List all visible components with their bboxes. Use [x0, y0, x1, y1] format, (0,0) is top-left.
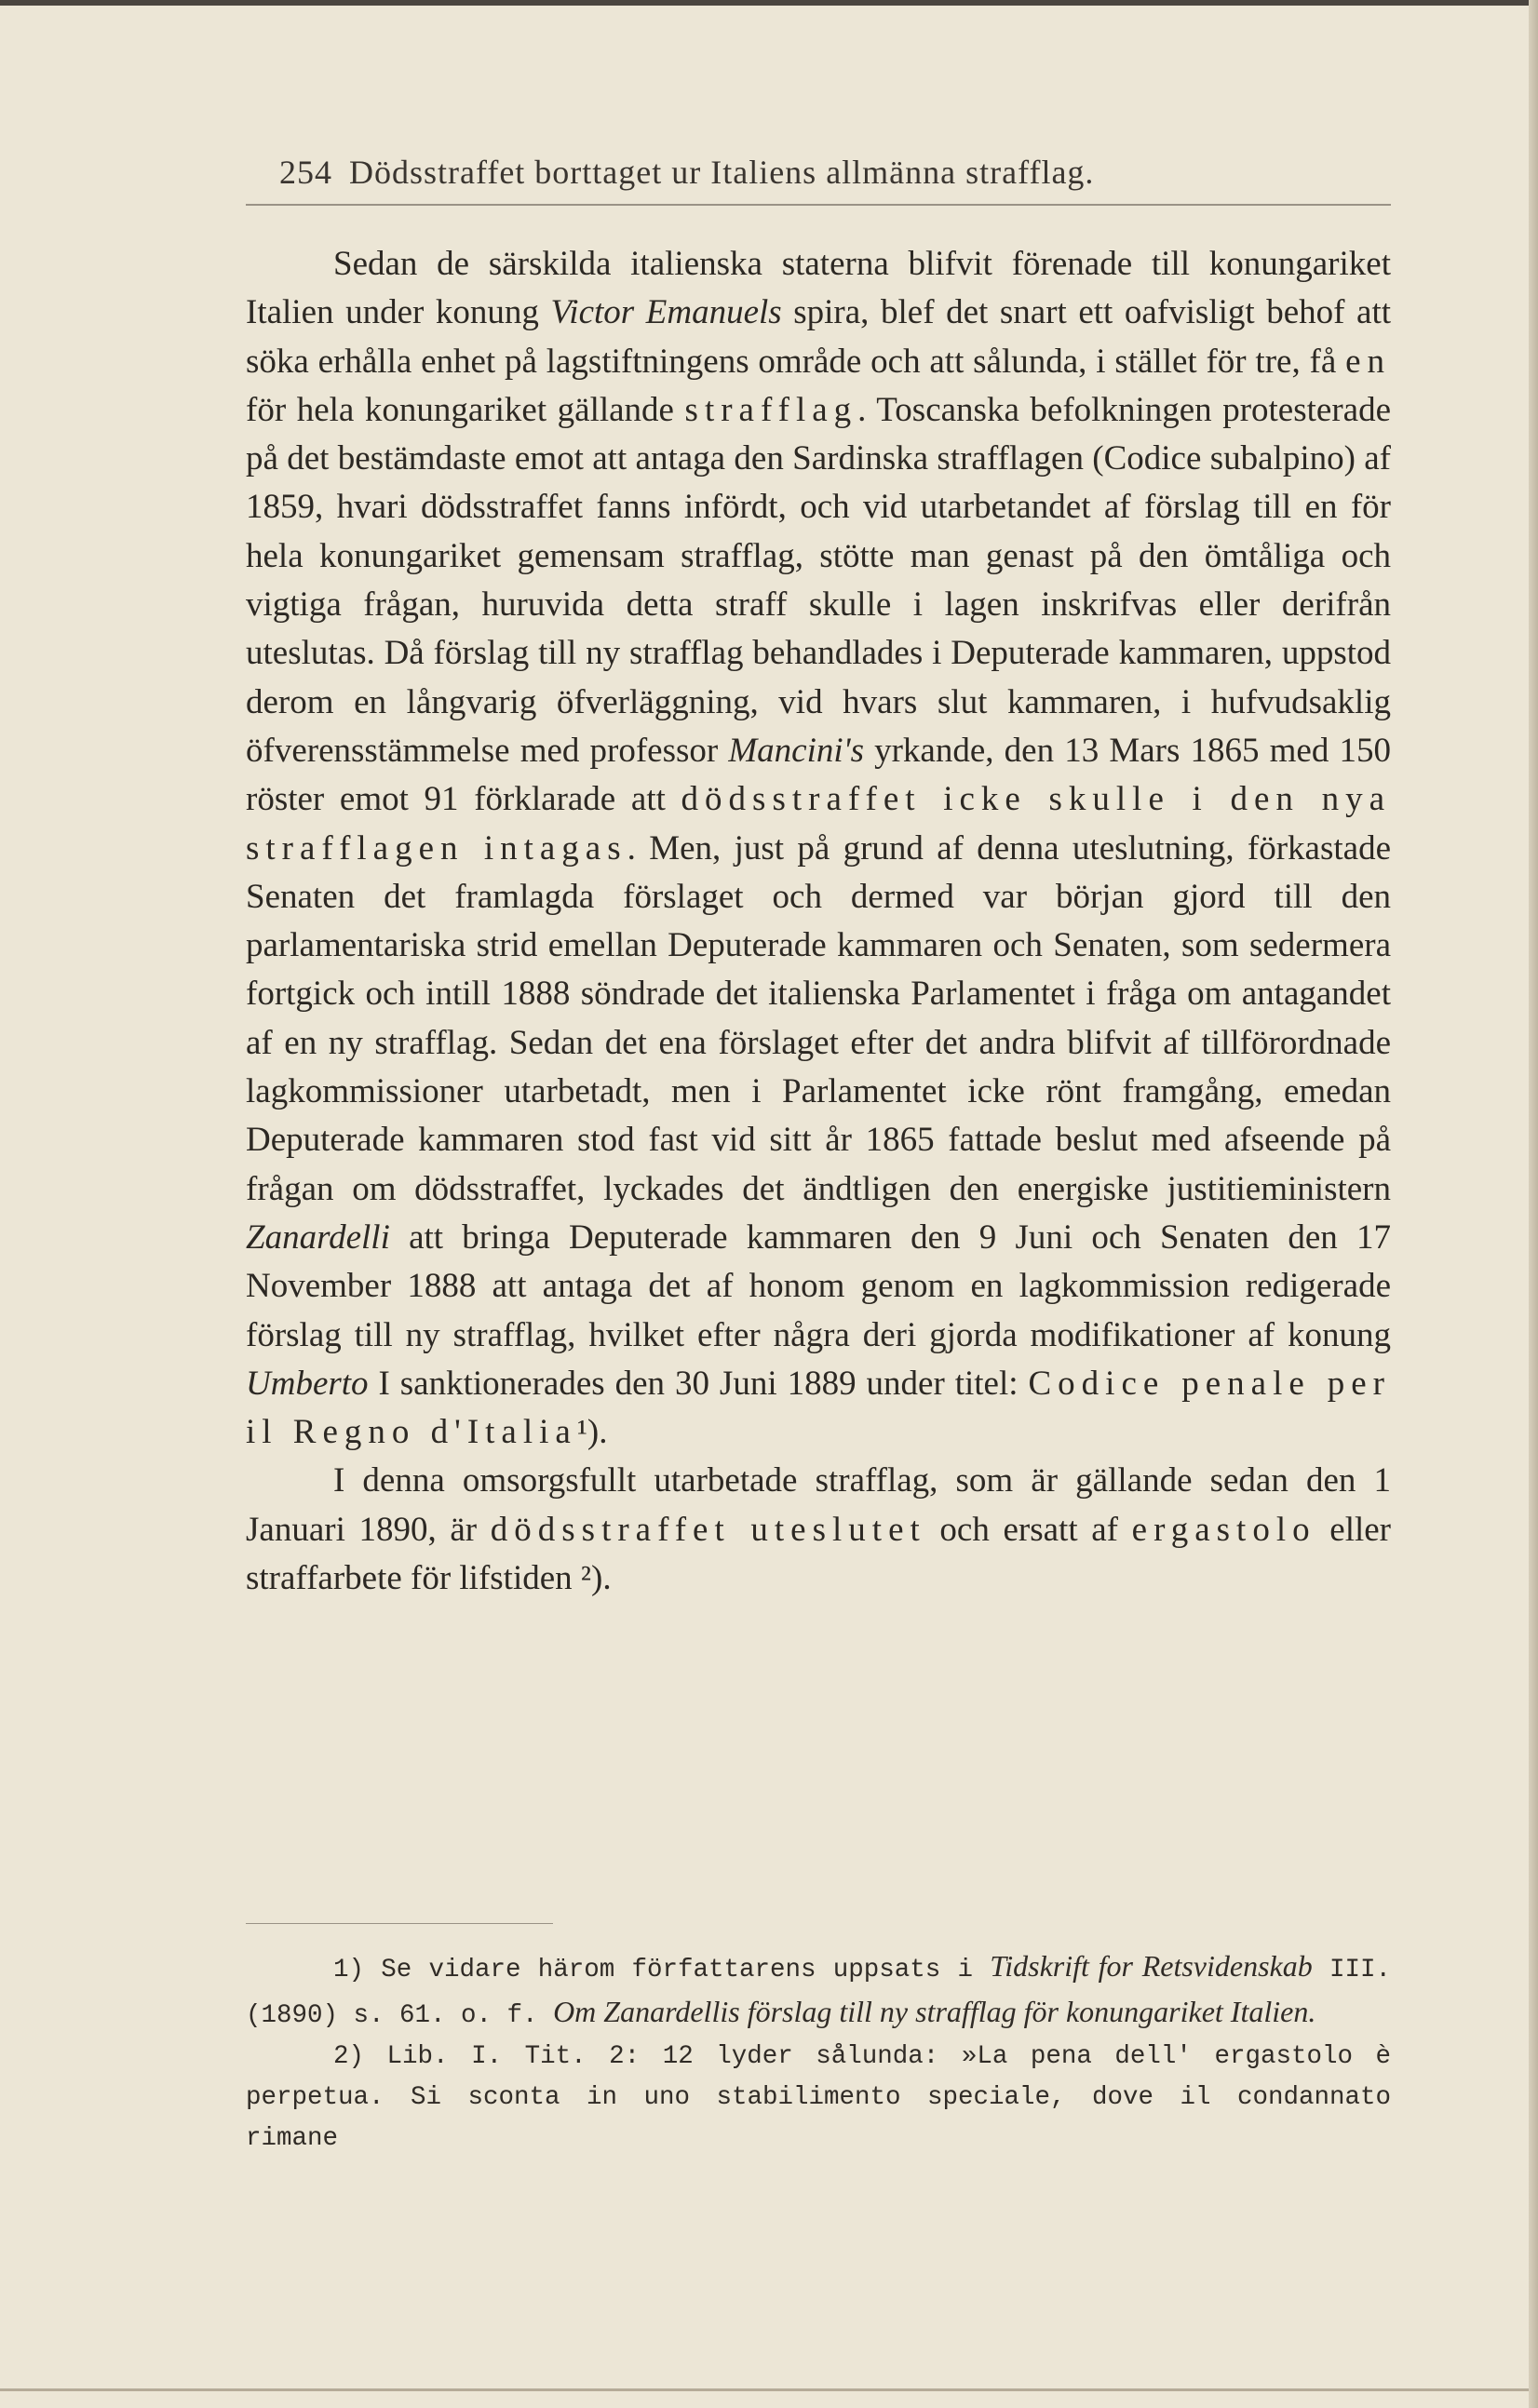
- text-run: och ersatt af: [925, 1510, 1132, 1549]
- main-text: [246, 240, 1391, 1603]
- text-run: . Men, just på grund af denna uteslutning, förkastade Senaten det framlagda förslaget och dermed var början gjord till den parlamentariska strid emellan Deputerade kammaren och Senaten, som sedermera fortgick och intill 1888 söndrade det italienska Parlamentet i fråga om antagandet af en ny strafflag. Sedan det ena förslaget efter det andra blifvit af tillförordnade lagkommissioner utarbetadt, men i Parlamentet icke rönt framgång, emedan Deputerade kammaren stod fast vid sitt år 1865 fattade beslut med afseende på frågan om dödsstraffet, lyckades det ändtligen den energiske justitieministern: [246, 828, 1392, 1208]
- page-bottom-edge: [0, 2388, 1529, 2391]
- italic-name: Victor Emanuels: [550, 293, 782, 332]
- text-run: 2) Lib. I. Tit. 2: 12 lyder sålunda: »La pena dell' ergastolo è perpetua. Si sconta in uno stabilimento speciale, dove il condannato rimane: [246, 2042, 1391, 2153]
- paragraph-1: [246, 240, 1391, 1457]
- text-run: spira, blef det snart ett oafvisligt behof att söka erhålla enhet på lagstiftningens område och att sålunda, i stället för tre, få: [246, 293, 1391, 381]
- italic-title: Om Zanardellis förslag till ny strafflag för konungariket Italien.: [553, 1995, 1316, 2028]
- italic-name: Zanardelli: [246, 1217, 390, 1257]
- running-head: [279, 153, 1303, 192]
- spaced-emphasis: dödsstraffet uteslutet: [490, 1510, 926, 1549]
- text-run: I sanktionerades den 30 Juni 1889 under titel:: [368, 1364, 1029, 1403]
- text-run: 1) Se vidare härom författarens uppsats i: [333, 1956, 991, 1984]
- spaced-emphasis: en: [1345, 342, 1391, 381]
- paragraph-2: [246, 1457, 1391, 1603]
- text-run: för hela konungariket gällande: [246, 390, 685, 429]
- scan-right-edge: [1529, 0, 1538, 2408]
- footnote-2: [246, 2037, 1391, 2159]
- italic-name: Mancini's: [728, 731, 864, 770]
- footnote-ref: ¹).: [576, 1413, 608, 1452]
- page-number: 254: [279, 154, 332, 191]
- italic-name: Umberto: [246, 1364, 369, 1403]
- spaced-emphasis: ergastolo: [1131, 1510, 1316, 1549]
- book-page: [0, 6, 1529, 2408]
- spaced-emphasis: dödsstraffet icke skulle i den nya strafflagen intagas: [246, 780, 1391, 868]
- text-run: . Toscanska befolkningen protesterade på det bestämdaste emot att antaga den Sardinska strafflagen (Codice subalpino) af 1859, hvari dödsstraffet fanns infördt, och vid utarbetandet af förslag till en för hela konungariket gemensam strafflag, stötte man genast på den ömtåliga och vigtiga frågan, huruvida detta straff skulle i lagen inskrifvas eller derifrån uteslutas. Då förslag till ny strafflag behandlades i Deputerade kammaren, uppstod derom en långvarig öfverläggning, vid hvars slut kammaren, i hufvudsaklig öfverensstämmelse med professor: [246, 390, 1391, 770]
- text-run: III. (1890) s. 61. o. f.: [246, 1956, 1391, 2030]
- footnotes: [246, 1945, 1391, 2159]
- text-run: yrkande, den 13 Mars 1865 med 150 röster emot 91 förklarade att: [246, 731, 1391, 819]
- header-rule: [246, 204, 1391, 206]
- running-title: Dödsstraffet borttaget ur Italiens allmänna strafflag.: [349, 154, 1095, 191]
- text-run: eller straffarbete för lifstiden ²).: [246, 1510, 1391, 1598]
- spaced-emphasis: Codice penale per il Regno d'Italia: [246, 1364, 1392, 1452]
- text-run: att bringa Deputerade kammaren den 9 Juni och Senaten den 17 November 1888 att antaga det af honom genom en lagkommission redigerade förslag till ny strafflag, hvilket efter några deri gjorda modifikationer af konung: [246, 1217, 1391, 1354]
- text-run: I denna omsorgsfullt utarbetade strafflag, som är gällande sedan den 1 Januari 1890, är: [246, 1461, 1391, 1549]
- footnote-rule: [246, 1923, 553, 1924]
- italic-title: Tidskrift for Retsvidenskab: [990, 1949, 1313, 1983]
- text-run: Sedan de särskilda italienska staterna blifvit förenade till konungariket Italien under konung: [246, 245, 1391, 332]
- spaced-emphasis: strafflag: [684, 390, 858, 429]
- footnote-1: [246, 1945, 1391, 2037]
